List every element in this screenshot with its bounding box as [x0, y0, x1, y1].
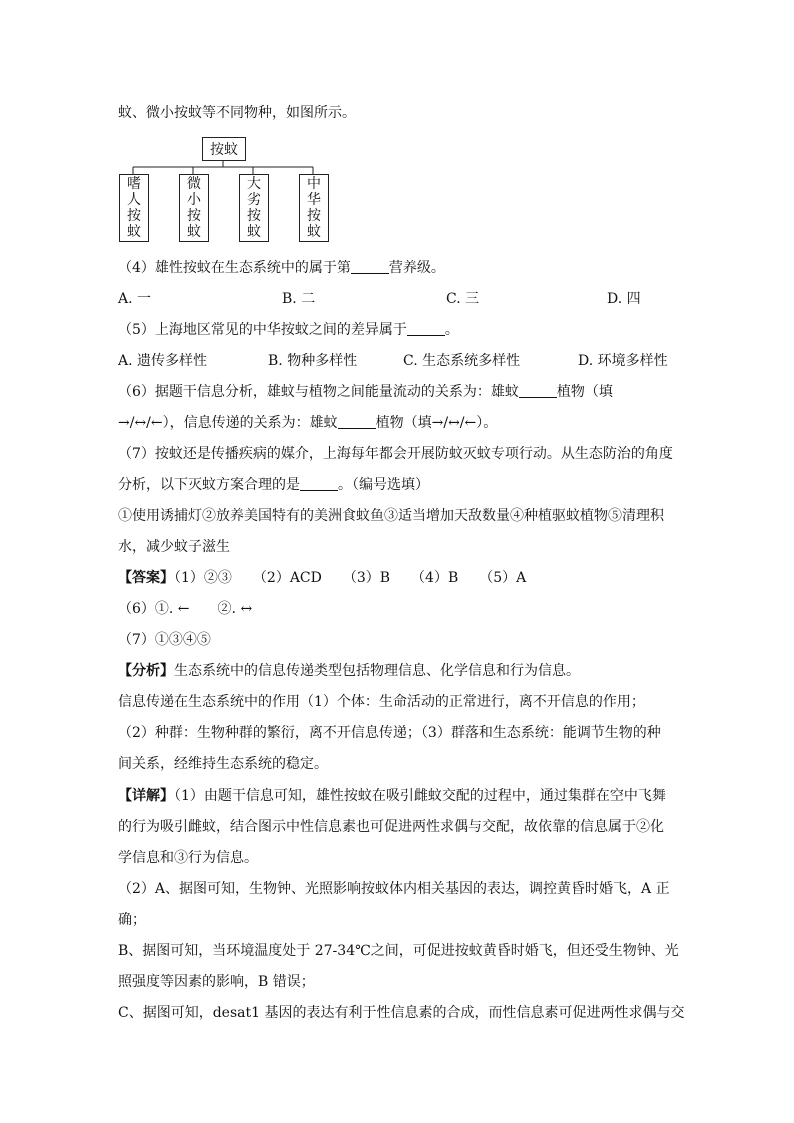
q4-option-d: D. 四: [607, 291, 641, 307]
analysis-line-4: 间关系，经维持生态系统的稳定。: [118, 756, 328, 772]
detail-line-1: 【详解】（1）由题干信息可知，雄性按蚊在吸引雌蚊交配的过程中，通过集群在空中飞舞: [118, 788, 666, 804]
analysis-line-1: 【分析】生态系统中的信息传递类型包括物理信息、化学信息和行为信息。: [118, 663, 580, 679]
diagram-box-4: 中 华 按 蚊: [299, 174, 329, 242]
detail-line-2: 的行为吸引雌蚊，结合图示中性信息素也可促进两性求偶与交配，故依靠的信息属于②化: [118, 819, 664, 835]
diagram-root-box: 按蚊: [202, 137, 246, 161]
answer-line-1: 【答案】（1）②③ （2）ACD （3）B （4）B （5）A: [118, 570, 527, 586]
analysis-line-3: （2）种群：生物种群的繁衍，离不开信息传递；（3）群落和生态系统：能调节生物的种: [118, 725, 661, 741]
q6-line-2: →/↔/←），信息传递的关系为：雄蚊 植物（填→/↔/←）。: [118, 415, 498, 431]
q5-blank[interactable]: [407, 321, 445, 336]
intro-line: 蚊、微小按蚊等不同物种，如图所示。: [118, 105, 356, 121]
detail-label: 【详解】: [118, 788, 174, 804]
q5-option-d: D. 环境多样性: [578, 353, 668, 369]
q4-option-c: C. 三: [446, 291, 480, 307]
q5-option-a: A. 遗传多样性: [118, 353, 208, 369]
detail-line-7: 照强度等因素的影响，B 错误；: [118, 974, 315, 990]
q7-line-4: 水，减少蚊子滋生: [118, 539, 230, 555]
analysis-label: 【分析】: [118, 663, 174, 679]
detail-line-5: 确；: [118, 912, 146, 928]
detail-line-3: 学信息和③行为信息。: [118, 850, 258, 866]
q6-blank-1[interactable]: [519, 383, 557, 398]
q6-line-1: （6）据题干信息分析，雄蚊与植物之间能量流动的关系为：雄蚊 植物（填: [118, 384, 613, 400]
q4-option-b: B. 二: [282, 291, 316, 307]
diagram-box-3: 大 劣 按 蚊: [239, 174, 269, 242]
diagram-box-2: 微 小 按 蚊: [179, 174, 209, 242]
q7-line-1: （7）按蚊还是传播疾病的媒介，上海每年都会开展防蚊灭蚊专项行动。从生态防治的角度: [118, 446, 673, 462]
answer-label: 【答案】: [118, 570, 174, 586]
q4-stem: （4）雄性按蚊在生态系统中的属于第 营养级。: [118, 260, 445, 276]
q4-blank[interactable]: [351, 259, 389, 274]
detail-line-8: C、据图可知，desat1 基因的表达有利于性信息素的合成，而性信息素可促进两性求偶与交: [118, 1005, 685, 1021]
answer-line-3: （7）①③④⑤: [118, 632, 211, 648]
q4-option-a: A. 一: [118, 291, 152, 307]
q6-blank-2[interactable]: [338, 414, 376, 429]
q5-option-b: B. 物种多样性: [268, 353, 358, 369]
q7-line-3: ①使用诱捕灯②放养美国特有的美洲食蚊鱼③适当增加天敌数量④种植驱蚊植物⑤清理积: [118, 508, 664, 524]
detail-line-4: （2）A、据图可知，生物钟、光照影响按蚊体内相关基因的表达，调控黄昏时婚飞，A 正: [118, 881, 670, 897]
q7-line-2: 分析，以下灭蚊方案合理的是 。（编号选填）: [118, 477, 429, 493]
analysis-line-2: 信息传递在生态系统中的作用（1）个体：生命活动的正常进行，离不开信息的作用；: [118, 694, 645, 710]
answer-line-2: （6）①. ← ②. ↔: [118, 601, 253, 617]
q5-option-c: C. 生态系统多样性: [403, 353, 521, 369]
q7-blank[interactable]: [300, 476, 338, 491]
species-diagram: [118, 134, 348, 246]
q5-stem: （5）上海地区常见的中华按蚊之间的差异属于 。: [118, 322, 459, 338]
detail-line-6: B、据图可知，当环境温度处于 27-34℃之间，可促进按蚊黄昏时婚飞，但还受生物钟、光: [118, 943, 679, 959]
diagram-box-1: 嗜 人 按 蚊: [119, 174, 149, 242]
